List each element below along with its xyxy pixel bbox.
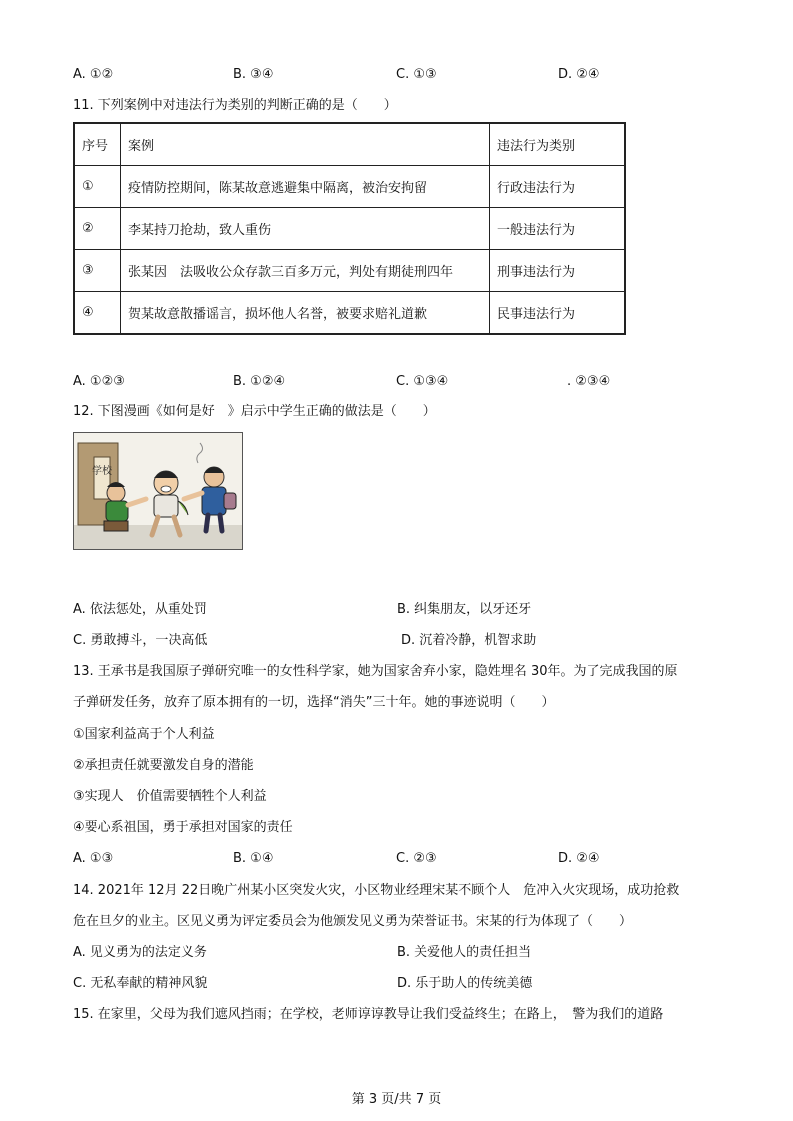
table-cell: 民事违法行为 [490, 292, 626, 335]
q10-options [0, 66, 793, 84]
q11-option-d: . ②③④ [567, 374, 611, 389]
school-sign-text: 学校 [92, 466, 112, 477]
q13-option-c: C. ②③ [396, 851, 437, 866]
table-cell: ① [74, 166, 121, 208]
q14-stem-line1: 14. 2021年 12月 22日晚广州某小区突发火灾，小区物业经理宋某不顾个人 危冲入火灾现场，成功抢救 [73, 883, 680, 898]
q11-option-a: A. ①②③ [73, 374, 125, 389]
table-cell: 行政违法行为 [490, 166, 626, 208]
q13-option-b: B. ①④ [233, 851, 274, 866]
q12-stem: 12. 下图漫画《如何是好 》启示中学生正确的做法是（ ） [73, 404, 436, 419]
q11-table [73, 122, 626, 335]
table-row [74, 208, 625, 250]
q11-options [0, 373, 793, 391]
table-row [74, 250, 625, 292]
cartoon-illustration [74, 433, 242, 549]
q14-option-c: C. 无私奉献的精神风貌 [73, 976, 208, 991]
table-cell: 疫情防控期间，陈某故意逃避集中隔离，被治安拘留 [121, 166, 490, 208]
header-cell: 序号 [74, 123, 121, 166]
page-number: 第 3 页/共 7 页 [351, 1092, 442, 1107]
table-cell: 一般违法行为 [490, 208, 626, 250]
q10-option-b: B. ③④ [233, 67, 274, 82]
q13-option-a: A. ①③ [73, 851, 114, 866]
table-cell: ② [74, 208, 121, 250]
header-cell: 违法行为类别 [490, 123, 626, 166]
q11-stem: 11. 下列案例中对违法行为类别的判断正确的是（ ） [73, 98, 397, 113]
q12-option-a: A. 依法惩处，从重处罚 [73, 602, 207, 617]
table-header-row [74, 123, 625, 166]
header-cell: 案例 [121, 123, 490, 166]
table-cell: 刑事违法行为 [490, 250, 626, 292]
q14-option-a: A. 见义勇为的法定义务 [73, 945, 207, 960]
q13-item-2: ②承担责任就要激发自身的潜能 [73, 758, 254, 773]
q12-option-c: C. 勇敢搏斗，一决高低 [73, 633, 208, 648]
q12-option-b: B. 纠集朋友，以牙还牙 [397, 602, 532, 617]
q11-option-b: B. ①②④ [233, 374, 286, 389]
q13-options [0, 850, 793, 868]
q12-option-d: D. 沉着冷静，机智求助 [401, 633, 537, 648]
q10-option-c: C. ①③ [396, 67, 437, 82]
table-row [74, 166, 625, 208]
q14-stem-line2: 危在旦夕的业主。区见义勇为评定委员会为他颁发见义勇为荣誉证书。宋某的行为体现了（ ） [73, 914, 633, 929]
q14-option-b: B. 关爱他人的责任担当 [397, 945, 532, 960]
cartoon-image [73, 432, 243, 550]
table-row [74, 292, 625, 335]
q11-option-c: C. ①③④ [396, 374, 449, 389]
q13-item-1: ①国家利益高于个人利益 [73, 727, 215, 742]
q13-stem-line2: 子弹研发任务，放弃了原本拥有的一切，选择“消失”三十年。她的事迹说明（ ） [73, 695, 555, 710]
table-cell: 李某持刀抢劫，致人重伤 [121, 208, 490, 250]
q13-option-d: D. ②④ [558, 851, 600, 866]
q13-stem-line1: 13. 王承书是我国原子弹研究唯一的女性科学家，她为国家舍弃小家，隐姓埋名 30年。为了完成我国的原 [73, 664, 678, 679]
q10-option-a: A. ①② [73, 67, 114, 82]
table-cell: ④ [74, 292, 121, 335]
q14-option-d: D. 乐于助人的传统美德 [397, 976, 533, 991]
table-cell: ③ [74, 250, 121, 292]
table-cell: 贺某故意散播谣言，损坏他人名誉，被要求赔礼道歉 [121, 292, 490, 335]
q13-item-4: ④要心系祖国，勇于承担对国家的责任 [73, 820, 293, 835]
q13-item-3: ③实现人 价值需要牺牲个人利益 [73, 789, 267, 804]
q15-stem-line1: 15. 在家里，父母为我们遮风挡雨；在学校，老师谆谆教导让我们受益终生；在路上， 警为我们的道路 [73, 1007, 664, 1022]
table-cell: 张某因 法吸收公众存款三百多万元，判处有期徒刑四年 [121, 250, 490, 292]
q10-option-d: D. ②④ [558, 67, 600, 82]
